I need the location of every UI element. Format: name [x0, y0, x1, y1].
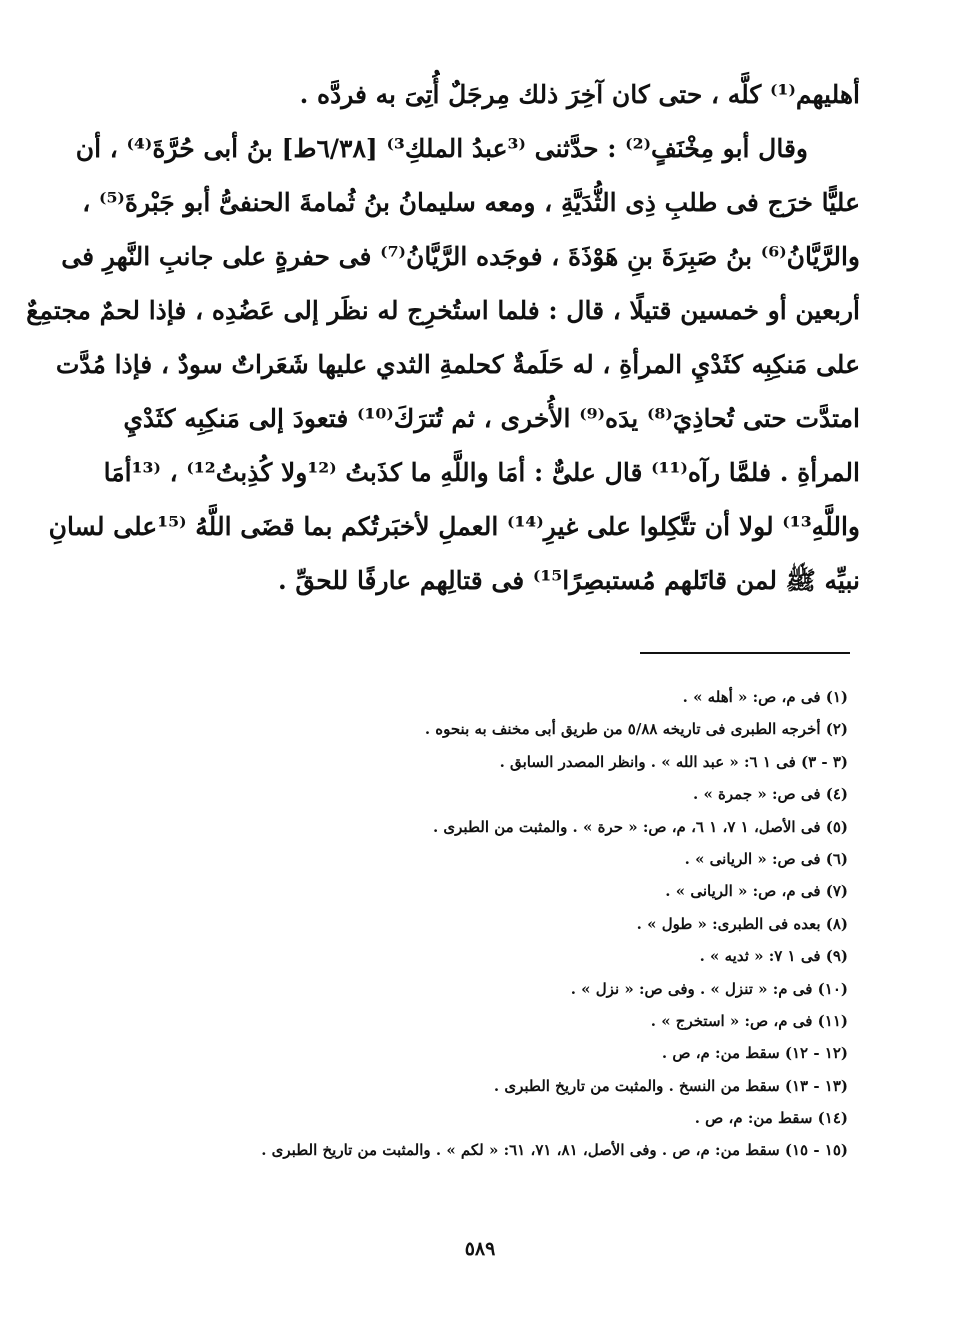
footnotes: [120, 681, 848, 1167]
footnote: (٦) فى ص: « الريانى » .: [684, 849, 848, 868]
footnote-separator: [640, 652, 850, 654]
footnote: (١) فى م، ص: « أهله » .: [682, 688, 848, 706]
footnote: (١١) فى م، ص: « استخرج » .: [650, 1011, 848, 1030]
main-text-line: وقال أبو مِخْنَفٍ⁽²⁾ : حدَّثنى ⁽³عبدُ الملكِ³⁾ [٦/٣٨ط] بنُ أبى حُرَّةَ⁽⁴⁾ ، أن: [75, 134, 808, 163]
footnote: (٤) فى ص: « جمرة » .: [693, 785, 848, 804]
footnote: (٨) بعده فى الطبرى: « طول » .: [636, 914, 848, 933]
main-text-line: أهليهم⁽¹⁾ كلَّه ، حتى كان آخِرَ ذلك مِرجَلٌ أُتِىَ به فردَّه .: [299, 80, 860, 109]
footnote: (١٤) سقط من: م، ص .: [694, 1109, 848, 1128]
footnote: (١٠) فى م: « تنزل » . وفى ص: « نزل » .: [570, 979, 848, 998]
main-text-line: والرَّيَّانُ⁽⁶⁾ بنُ صَبِرَةَ بنِ هَوْذَةَ ، فوجَده الرَّيَّانُ⁽⁷⁾ فى حفرةٍ على جانبِ النَّهرِ فى: [61, 242, 860, 271]
main-text-line: امتدَّت حتى تُحاذِيَ⁽⁸⁾ يدَه⁽⁹⁾ الأُخرى ، ثم تُترَكَ⁽¹⁰⁾ فتعودَ إلى مَنكِبِه كثَدْيِ: [123, 404, 860, 433]
footnote: (٣ - ٣) فى ١ ٦: « عبد الله » . وانظر المصدر السابق .: [499, 752, 848, 771]
main-text-line: واللَّهِ¹³⁾ لولا أن تتَّكِلوا على غيرِ⁽¹⁴⁾ العملِ لأخبَرتُكم بما قضَى اللَّهُ ⁽¹⁵على لسانِ: [48, 512, 860, 541]
page-number: ٥٨٩: [464, 1238, 496, 1260]
footnote: (١٢ - ١٢) سقط من: م، ص .: [661, 1044, 848, 1063]
footnote: (٢) أخرجه الطبرى فى تاريخه ٥/٨٨ من طريق أبى مخنف به بنحوه .: [424, 720, 848, 739]
main-text-line: عليًّا خرَج فى طلبِ ذِى الثُّدَيَّةِ ، ومعه سليمانُ بنُ ثُمامةَ الحنفىُّ أبو جَبْرةَ⁽⁵⁾ ،: [82, 188, 860, 217]
main-text-line: أربعين أو خمسين قتيلًا ، قال : فلما استُخرِج له نظَر إلى عَضُدِه ، فإذا لحمٌ مجتمِعٌ: [26, 296, 860, 325]
footnote: (٥) فى الأصل، ١ ٧، ١ ٦، م، ص: « حرة » . والمثبت من الطبرى .: [432, 817, 848, 836]
main-text-line: المرأةِ . فلمَّا رآه⁽¹¹⁾ قال علىٌّ : أمَا واللَّهِ ما كذَبتُ ⁽¹²ولا كُذِبتُ¹²⁾ ، ⁽¹³أمَا: [103, 458, 860, 487]
footnote: (٧) فى م، ص: « الريانى » .: [665, 882, 848, 901]
footnote: (١٥ - ١٥) سقط من: م، ص . وفى الأصل، ٨١، ٧١، ٦١: « لكم » . والمثبت من تاريخ الطبرى .: [261, 1141, 848, 1160]
main-text-body: [26, 68, 860, 608]
main-text-line: نبيِّه ﷺ لمن قاتَلهم مُستبصِرًا¹⁵⁾ فى قتالِهم عارفًا للحقِّ .: [277, 566, 860, 595]
main-text-line: على مَنكِبِه كثَدْيِ المرأةِ ، له حَلَمةٌ كحلمةِ الثدي عليها شَعَراتٌ سودٌ ، فإذا مُدَّت: [55, 350, 860, 379]
footnote: (١٣ - ١٣) سقط من النسخ . والمثبت من تاريخ الطبرى .: [493, 1076, 848, 1095]
footnote: (٩) فى ١ ٧: « ثديه » .: [699, 947, 848, 966]
